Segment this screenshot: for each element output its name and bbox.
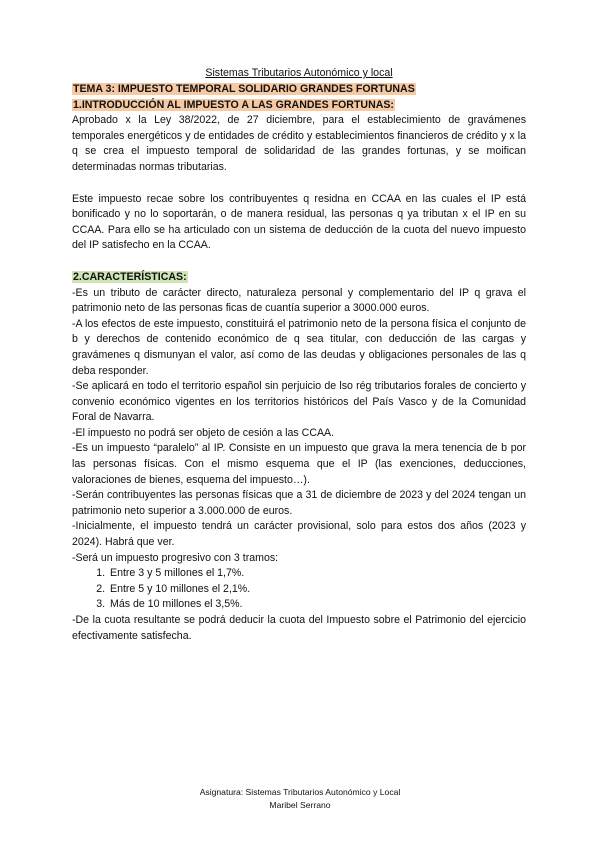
caracteristica-item: -Inicialmente, el impuesto tendrá un carácter provisional, solo para estos dos años (2023 y 2024). Habrá que ver.: [72, 520, 526, 549]
tramos-list: [72, 566, 526, 613]
caracteristica-item: -Es un tributo de carácter directo, naturaleza personal y complementario del IP q grava el patrimonio neto de las personas ficas de cuantía superior a 3000.000 euros.: [72, 286, 526, 315]
caracteristica-item: -Será un impuesto progresivo con 3 tramos:: [72, 551, 279, 564]
tramo-item: 3. Más de 10 millones el 3,5%.: [108, 597, 526, 613]
caracteristicas-heading-line: [72, 270, 526, 286]
page-header: Sistemas Tributarios Autonómico y local: [205, 67, 393, 79]
tema-heading: TEMA 3: IMPUESTO TEMPORAL SOLIDARIO GRANDES FORTUNAS: [73, 83, 415, 95]
intro-paragraph-2: Este impuesto recae sobre los contribuyentes q residna en CCAA en las cuales el IP está bonificado y no lo soportarán, o de manera residual, las personas q ya tributan x el IP en su CCAA. Para ello se ha articulado con un sistema de deducción de la cuota del nuevo impuesto del IP satisfecho en la CCAA.: [72, 192, 526, 252]
page-footer: [0, 786, 600, 811]
caracteristica-item: -Serán contribuyentes las personas físicas que a 31 de diciembre de 2023 y del 2024 tengan un patrimonio neto superior a 3.000.000 de euros.: [72, 489, 526, 517]
intro-heading-line: [72, 98, 526, 114]
caracteristica-final: -De la cuota resultante se podrá deducir la cuota del Impuesto sobre el Patrimonio del ejercicio efectivamente satisfecha.: [72, 614, 526, 642]
caracteristica-item: -Se aplicará en todo el territorio español sin perjuicio de lso rég tributarios forales de concierto y convenio económico vigentes en los territorios históricos del País Vasco y de la Comunidad Foral de Navarra.: [72, 380, 526, 424]
tema-heading-line: [72, 82, 526, 98]
document-body: [72, 66, 526, 644]
footer-subject: Asignatura: Sistemas Tributarios Autonómico y Local: [199, 787, 401, 797]
caracteristica-item: -El impuesto no podrá ser objeto de cesión a las CCAA.: [72, 426, 335, 439]
footer-author: Maribel Serrano: [269, 799, 331, 810]
caracteristica-item: -A los efectos de este impuesto, constituirá el patrimonio neto de la persona física el conjunto de b y derechos de contenido económico de q sea titular, con deducción de las cargas y gravámenes q dismunyan el valor, así como de las deudas y obligaciones personales de las q deba responder.: [72, 317, 526, 377]
intro-heading: 1.INTRODUCCIÓN AL IMPUESTO A LAS GRANDES FORTUNAS:: [73, 98, 394, 111]
tramo-item: 2. Entre 5 y 10 millones el 2,1%.: [108, 582, 526, 598]
caracteristica-item: -Es un impuesto “paralelo” al IP. Consiste en un impuesto que grava la mera tenencia de b por las personas físicas. Con el mismo esquema que el IP (las exenciones, deducciones, valoraciones de bienes, esquema del impuesto…).: [72, 442, 526, 486]
spacer: [72, 176, 526, 192]
intro-paragraph-1: Aprobado x la Ley 38/2022, de 27 diciembre, para el establecimiento de gravámenes temporales energéticos y de entidades de crédito y establecimientos financieros de crédito y x la q se crea el impuesto temporal de solidaridad de las grandes fortunas, y se moifican determinadas normas tributarias.: [72, 114, 526, 173]
spacer: [72, 254, 526, 270]
tramo-item: 1. Entre 3 y 5 millones el 1,7%.: [108, 566, 526, 582]
caracteristicas-heading: 2.CARACTERÍSTICAS:: [73, 270, 187, 283]
